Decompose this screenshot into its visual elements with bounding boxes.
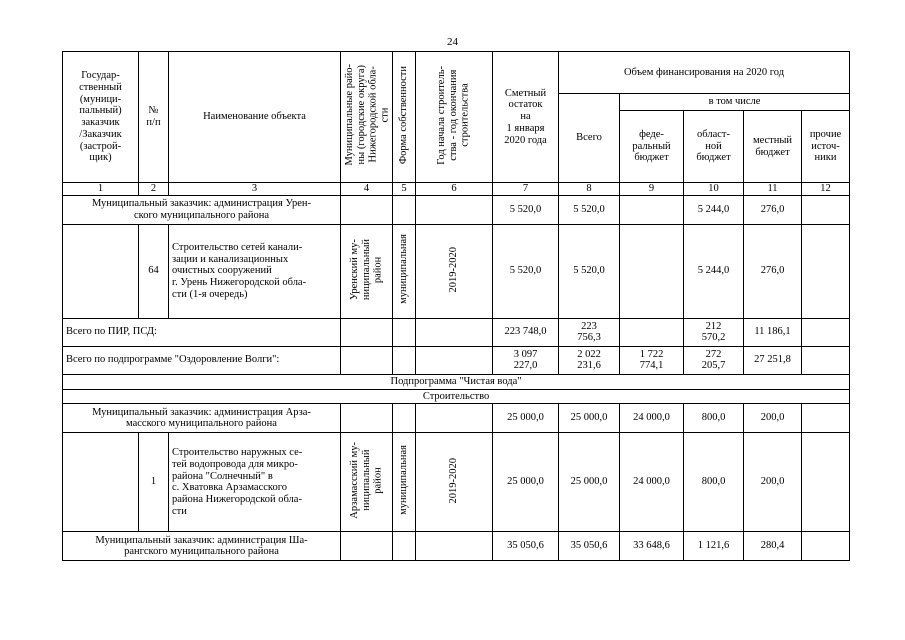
regional-cell: 800,0 bbox=[684, 433, 744, 532]
object-name: Строительство наружных се- тей водопровода для микро- района "Солнечный" в с. Хватовка Арзамасского района Нижегородской обла- сти bbox=[169, 433, 341, 532]
empty-cell bbox=[341, 404, 393, 433]
estimate-cell: 5 520,0 bbox=[493, 195, 559, 224]
column-number: 9 bbox=[620, 183, 684, 196]
header-federal: феде- ральный бюджет bbox=[620, 111, 684, 183]
row-label: Муниципальный заказчик: администрация Ша- рангского муниципального района bbox=[63, 532, 341, 561]
table-row bbox=[63, 389, 850, 404]
header-financing: Объем финансирования на 2020 год bbox=[559, 52, 850, 94]
header-num: № п/п bbox=[139, 52, 169, 183]
regional-cell: 272 205,7 bbox=[684, 346, 744, 374]
column-number: 1 bbox=[63, 183, 139, 196]
other-cell bbox=[802, 532, 850, 561]
local-cell: 200,0 bbox=[744, 404, 802, 433]
ownership-text: муниципальная bbox=[398, 234, 410, 305]
column-number: 6 bbox=[416, 183, 493, 196]
district-text: Уренский му- ниципальный район bbox=[348, 238, 384, 300]
header-years-cell bbox=[416, 52, 493, 183]
section-title: Строительство bbox=[63, 389, 850, 404]
table-row bbox=[63, 224, 850, 318]
table-row bbox=[63, 195, 850, 224]
row-label: Муниципальный заказчик: администрация Урен- ского муниципального района bbox=[63, 195, 341, 224]
local-cell: 200,0 bbox=[744, 433, 802, 532]
table-row bbox=[63, 318, 850, 346]
years-text: 2019-2020 bbox=[448, 457, 460, 504]
estimate-cell: 223 748,0 bbox=[493, 318, 559, 346]
column-number: 3 bbox=[169, 183, 341, 196]
total-cell: 2 022 231,6 bbox=[559, 346, 620, 374]
district-cell bbox=[341, 224, 393, 318]
other-cell bbox=[802, 404, 850, 433]
total-cell: 5 520,0 bbox=[559, 224, 620, 318]
estimate-cell: 35 050,6 bbox=[493, 532, 559, 561]
column-number: 4 bbox=[341, 183, 393, 196]
federal-cell: 24 000,0 bbox=[620, 404, 684, 433]
header-object-name: Наименование объекта bbox=[169, 52, 341, 183]
federal-cell bbox=[620, 224, 684, 318]
total-cell: 5 520,0 bbox=[559, 195, 620, 224]
empty-cell bbox=[393, 532, 416, 561]
district-text: Арзамасский му- ниципальный район bbox=[348, 442, 384, 519]
total-cell: 25 000,0 bbox=[559, 404, 620, 433]
federal-cell: 24 000,0 bbox=[620, 433, 684, 532]
years-cell bbox=[416, 433, 493, 532]
header-estimate: Сметный остаток на 1 января 2020 года bbox=[493, 52, 559, 183]
empty-cell bbox=[393, 404, 416, 433]
regional-cell: 212 570,2 bbox=[684, 318, 744, 346]
row-label: Всего по подпрограмме "Оздоровление Волги": bbox=[63, 346, 341, 374]
header-local: местный бюджет bbox=[744, 111, 802, 183]
local-cell: 276,0 bbox=[744, 195, 802, 224]
ownership-cell bbox=[393, 433, 416, 532]
financing-table bbox=[62, 51, 850, 561]
total-cell: 35 050,6 bbox=[559, 532, 620, 561]
table-row bbox=[63, 532, 850, 561]
federal-cell bbox=[620, 195, 684, 224]
row-label: Муниципальный заказчик: администрация Арза- масского муниципального района bbox=[63, 404, 341, 433]
subprogram-title: Подпрограмма "Чистая вода" bbox=[63, 374, 850, 389]
table-row bbox=[63, 404, 850, 433]
federal-cell: 1 722 774,1 bbox=[620, 346, 684, 374]
header-other: прочие источ- ники bbox=[802, 111, 850, 183]
table-row bbox=[63, 433, 850, 532]
page-number: 24 bbox=[447, 36, 458, 48]
header-district-cell bbox=[341, 52, 393, 183]
federal-cell: 33 648,6 bbox=[620, 532, 684, 561]
federal-cell bbox=[620, 318, 684, 346]
object-name: Строительство сетей канали- зации и канализационных очистных сооружений г. Урень Нижегородской обла- сти (1-я очередь) bbox=[169, 224, 341, 318]
ownership-text: муниципальная bbox=[398, 445, 410, 516]
empty-cell bbox=[341, 346, 393, 374]
empty-cell bbox=[416, 346, 493, 374]
other-cell bbox=[802, 346, 850, 374]
local-cell: 276,0 bbox=[744, 224, 802, 318]
years-text: 2019-2020 bbox=[448, 246, 460, 293]
empty-cell bbox=[393, 318, 416, 346]
other-cell bbox=[802, 224, 850, 318]
column-number: 10 bbox=[684, 183, 744, 196]
header-years: Год начала строитель- ства - год окончания строительства bbox=[436, 65, 471, 165]
column-number: 8 bbox=[559, 183, 620, 196]
regional-cell: 800,0 bbox=[684, 404, 744, 433]
header-row-1 bbox=[63, 52, 850, 94]
empty-cell bbox=[416, 532, 493, 561]
header-regional: област- ной бюджет bbox=[684, 111, 744, 183]
local-cell: 11 186,1 bbox=[744, 318, 802, 346]
empty-cell bbox=[63, 224, 139, 318]
column-number: 12 bbox=[802, 183, 850, 196]
column-number: 5 bbox=[393, 183, 416, 196]
other-cell bbox=[802, 195, 850, 224]
row-number: 1 bbox=[139, 433, 169, 532]
ownership-cell bbox=[393, 224, 416, 318]
row-number: 64 bbox=[139, 224, 169, 318]
empty-cell bbox=[341, 532, 393, 561]
header-ownership: Форма собственности bbox=[398, 66, 410, 165]
table-row bbox=[63, 374, 850, 389]
header-customer: Государ- ственный (муници- пальный) заказчик /Заказчик (застрой- щик) bbox=[63, 52, 139, 183]
empty-cell bbox=[416, 318, 493, 346]
column-number-row bbox=[63, 183, 850, 196]
regional-cell: 5 244,0 bbox=[684, 224, 744, 318]
local-cell: 27 251,8 bbox=[744, 346, 802, 374]
estimate-cell: 3 097 227,0 bbox=[493, 346, 559, 374]
empty-cell bbox=[341, 318, 393, 346]
empty-cell bbox=[393, 346, 416, 374]
empty-cell bbox=[341, 195, 393, 224]
header-district: Муниципальные райо- ны (городские округа) Нижегородской обла- сти bbox=[344, 64, 391, 166]
estimate-cell: 25 000,0 bbox=[493, 404, 559, 433]
empty-cell bbox=[416, 195, 493, 224]
column-number: 2 bbox=[139, 183, 169, 196]
header-ownership-cell bbox=[393, 52, 416, 183]
table-row bbox=[63, 346, 850, 374]
column-number: 7 bbox=[493, 183, 559, 196]
other-cell bbox=[802, 318, 850, 346]
column-number: 11 bbox=[744, 183, 802, 196]
local-cell: 280,4 bbox=[744, 532, 802, 561]
regional-cell: 1 121,6 bbox=[684, 532, 744, 561]
estimate-cell: 5 520,0 bbox=[493, 224, 559, 318]
district-cell bbox=[341, 433, 393, 532]
empty-cell bbox=[393, 195, 416, 224]
header-total: Всего bbox=[559, 94, 620, 183]
total-cell: 25 000,0 bbox=[559, 433, 620, 532]
empty-cell bbox=[63, 433, 139, 532]
empty-cell bbox=[416, 404, 493, 433]
other-cell bbox=[802, 433, 850, 532]
total-cell: 223 756,3 bbox=[559, 318, 620, 346]
row-label: Всего по ПИР, ПСД: bbox=[63, 318, 341, 346]
estimate-cell: 25 000,0 bbox=[493, 433, 559, 532]
header-including: в том числе bbox=[620, 94, 850, 111]
years-cell bbox=[416, 224, 493, 318]
regional-cell: 5 244,0 bbox=[684, 195, 744, 224]
